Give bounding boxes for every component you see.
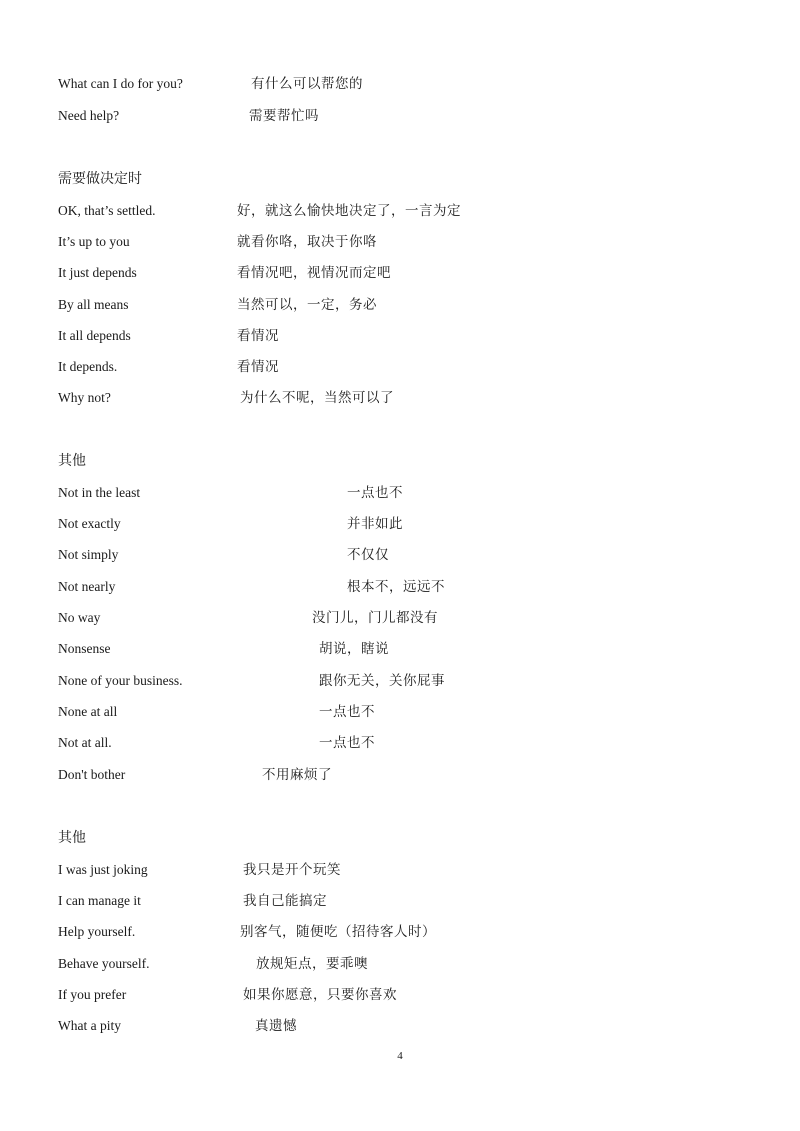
english-phrase: No way <box>58 610 101 625</box>
section-heading: 其他 <box>58 830 86 846</box>
chinese-translation: 一点也不 <box>319 704 375 720</box>
chinese-translation: 我自己能搞定 <box>243 893 327 909</box>
english-phrase: Not at all. <box>58 735 112 750</box>
english-phrase: It all depends <box>58 328 131 343</box>
english-phrase: Behave yourself. <box>58 956 150 971</box>
chinese-translation: 并非如此 <box>347 516 403 532</box>
chinese-translation: 没门儿，门儿都没有 <box>312 610 438 626</box>
english-phrase: If you prefer <box>58 987 127 1002</box>
english-phrase: Not simply <box>58 547 119 562</box>
chinese-translation: 不用麻烦了 <box>262 767 332 783</box>
section-heading: 其他 <box>58 453 86 469</box>
chinese-translation: 胡说，瞎说 <box>319 641 389 657</box>
english-phrase: Need help? <box>58 108 120 123</box>
chinese-translation: 需要帮忙吗 <box>249 108 319 124</box>
chinese-translation: 为什么不呢，当然可以了 <box>240 390 394 406</box>
english-phrase: It’s up to you <box>58 234 130 249</box>
chinese-translation: 跟你无关，关你屁事 <box>319 673 445 689</box>
chinese-translation: 真遗憾 <box>255 1018 297 1034</box>
chinese-translation: 如果你愿意，只要你喜欢 <box>243 987 397 1003</box>
chinese-translation: 看情况 <box>237 328 279 344</box>
english-phrase: Nonsense <box>58 641 111 656</box>
english-phrase: Not exactly <box>58 516 121 531</box>
english-phrase: By all means <box>58 297 129 312</box>
chinese-translation: 别客气，随便吃（招待客人时） <box>240 924 436 940</box>
english-phrase: None of your business. <box>58 673 183 688</box>
english-phrase: It depends. <box>58 359 118 374</box>
page-number: 4 <box>397 1050 403 1062</box>
chinese-translation: 根本不，远远不 <box>347 579 445 595</box>
english-phrase: Not nearly <box>58 579 116 594</box>
english-phrase: Why not? <box>58 390 111 405</box>
chinese-translation: 当然可以，一定，务必 <box>237 297 377 313</box>
section-heading: 需要做决定时 <box>58 171 142 187</box>
english-phrase: I was just joking <box>58 862 148 877</box>
chinese-translation: 放规矩点，要乖噢 <box>256 956 368 972</box>
english-phrase: It just depends <box>58 265 137 280</box>
chinese-translation: 一点也不 <box>347 485 403 501</box>
english-phrase: Help yourself. <box>58 924 136 939</box>
chinese-translation: 有什么可以帮您的 <box>251 76 363 92</box>
chinese-translation: 一点也不 <box>319 735 375 751</box>
chinese-translation: 好，就这么愉快地决定了，一言为定 <box>237 203 461 219</box>
english-phrase: What can I do for you? <box>58 76 183 91</box>
chinese-translation: 不仅仅 <box>347 547 389 563</box>
english-phrase: Not in the least <box>58 485 141 500</box>
chinese-translation: 看情况 <box>237 359 279 375</box>
english-phrase: I can manage it <box>58 893 141 908</box>
chinese-translation: 看情况吧，视情况而定吧 <box>237 265 391 281</box>
english-phrase: None at all <box>58 704 118 719</box>
chinese-translation: 我只是开个玩笑 <box>243 862 341 878</box>
english-phrase: What a pity <box>58 1018 121 1033</box>
english-phrase: Don't bother <box>58 767 126 782</box>
english-phrase: OK, that’s settled. <box>58 203 156 218</box>
chinese-translation: 就看你咯，取决于你咯 <box>237 234 377 250</box>
